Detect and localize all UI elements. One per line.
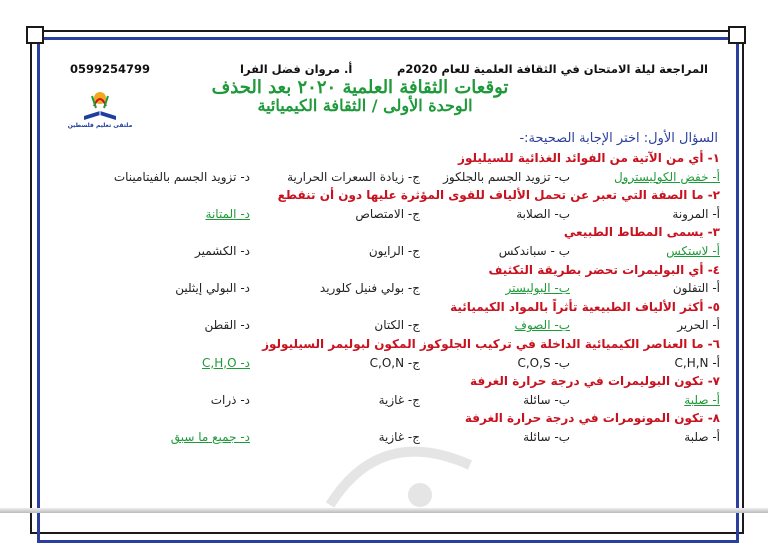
correct-answer-option: ب- البوليستر <box>505 281 570 296</box>
options-row <box>40 356 720 374</box>
answer-option: د- ذرات <box>210 392 250 407</box>
answer-option: ج- غازية <box>378 392 420 407</box>
logo-caption: ملتقى تعليم فلسطين <box>67 122 133 129</box>
answer-option: ب- سائلة <box>523 392 570 407</box>
answer-option: C,O,S -ب <box>517 355 570 370</box>
frame-corner-ornament <box>728 26 746 44</box>
options-row <box>40 170 720 188</box>
question-text: ٨- تكون المونومرات في درجة حرارة الغرفة <box>464 411 720 426</box>
answer-option: ج- الكتان <box>374 318 420 333</box>
unit-title: الوحدة الأولى / الثقافة الكيميائية <box>257 96 473 115</box>
exam-title: توقعات الثقافة العلمية ٢٠٢٠ بعد الحذف <box>211 77 509 98</box>
options-row <box>40 393 720 411</box>
question-text: ٧- تكون البوليمرات في درجة حرارة الغرفة <box>470 374 720 389</box>
answer-option: د- الكشمير <box>195 244 250 258</box>
question-text: ١- أي من الآتية من الفوائد الغذائية للسيليلوز <box>458 151 720 165</box>
options-row <box>40 281 720 299</box>
answer-option: أ- صلبة <box>684 430 720 444</box>
answer-option: أ- الحرير <box>677 318 720 333</box>
answer-option: ج- غازية <box>378 430 420 444</box>
answer-option: ب- سائلة <box>523 430 570 444</box>
answer-option: ج- الامتصاص <box>355 206 420 221</box>
question-text: ٢- ما الصفة التي تعبر عن تحمل الألياف للقوى المؤثرة عليها دون أن تنقطع <box>277 188 720 203</box>
answer-option: ج- بولي فنيل كلوريد <box>319 281 420 296</box>
answer-option: C,O,N -ج <box>369 355 420 370</box>
correct-answer-option: د- جميع ما سبق <box>170 430 250 444</box>
section-title: السؤال الأول: اختر الإجابة الصحيحة:- <box>519 131 718 146</box>
options-row <box>40 430 720 448</box>
teacher-name: أ. مروان فضل الفرا <box>240 62 353 76</box>
book-logo-icon <box>80 86 120 126</box>
answer-option: ب- الصلابة <box>516 206 570 221</box>
answer-option: ب- تزويد الجسم بالجلكوز <box>443 169 570 184</box>
phone-number: 0599254799 <box>70 62 151 76</box>
correct-answer-option: ب- الصوف <box>514 318 570 333</box>
answer-option: ج- زيادة السعرات الحرارية <box>287 169 420 184</box>
options-row <box>40 318 720 336</box>
correct-answer-option: C,H,O -د <box>202 355 250 370</box>
page-bottom-edge <box>0 508 768 513</box>
frame-corner-ornament <box>26 26 44 44</box>
answer-option: ج- الرايون <box>368 244 420 258</box>
answer-option: د- البولي إيثلين <box>175 281 250 296</box>
correct-answer-option: أ- خفض الكوليسترول <box>613 169 720 184</box>
correct-answer-option: أ- صلبة <box>684 392 720 407</box>
answer-option: أ- المرونة <box>672 206 720 221</box>
question-text: ٦- ما العناصر الكيميائية الداخلة في تركيب الجلوكوز المكون لبوليمر السيليولوز <box>262 337 720 351</box>
answer-option: د- القطن <box>204 318 250 333</box>
header-title: المراجعة ليلة الامتحان في الثقافة العلمية للعام 2020م <box>396 62 708 76</box>
correct-answer-option: أ- لاستكس <box>666 244 720 258</box>
correct-answer-option: د- المتانة <box>205 206 250 221</box>
options-row <box>40 244 720 262</box>
answer-option: د- تزويد الجسم بالفيتامينات <box>113 169 250 184</box>
answer-option: أ- التفلون <box>672 281 720 296</box>
options-row <box>40 207 720 225</box>
question-text: ٥- أكثر الألياف الطبيعية تأثراً بالمواد الكيميائية <box>450 299 720 314</box>
answer-option: C,H,N -أ <box>674 355 720 370</box>
answer-option: ب - سباندكس <box>498 244 570 258</box>
question-text: ٤- أي البوليمرات تحضر بطريقة التكثيف <box>488 262 720 277</box>
question-text: ٣- يسمى المطاط الطبيعي <box>563 225 720 240</box>
